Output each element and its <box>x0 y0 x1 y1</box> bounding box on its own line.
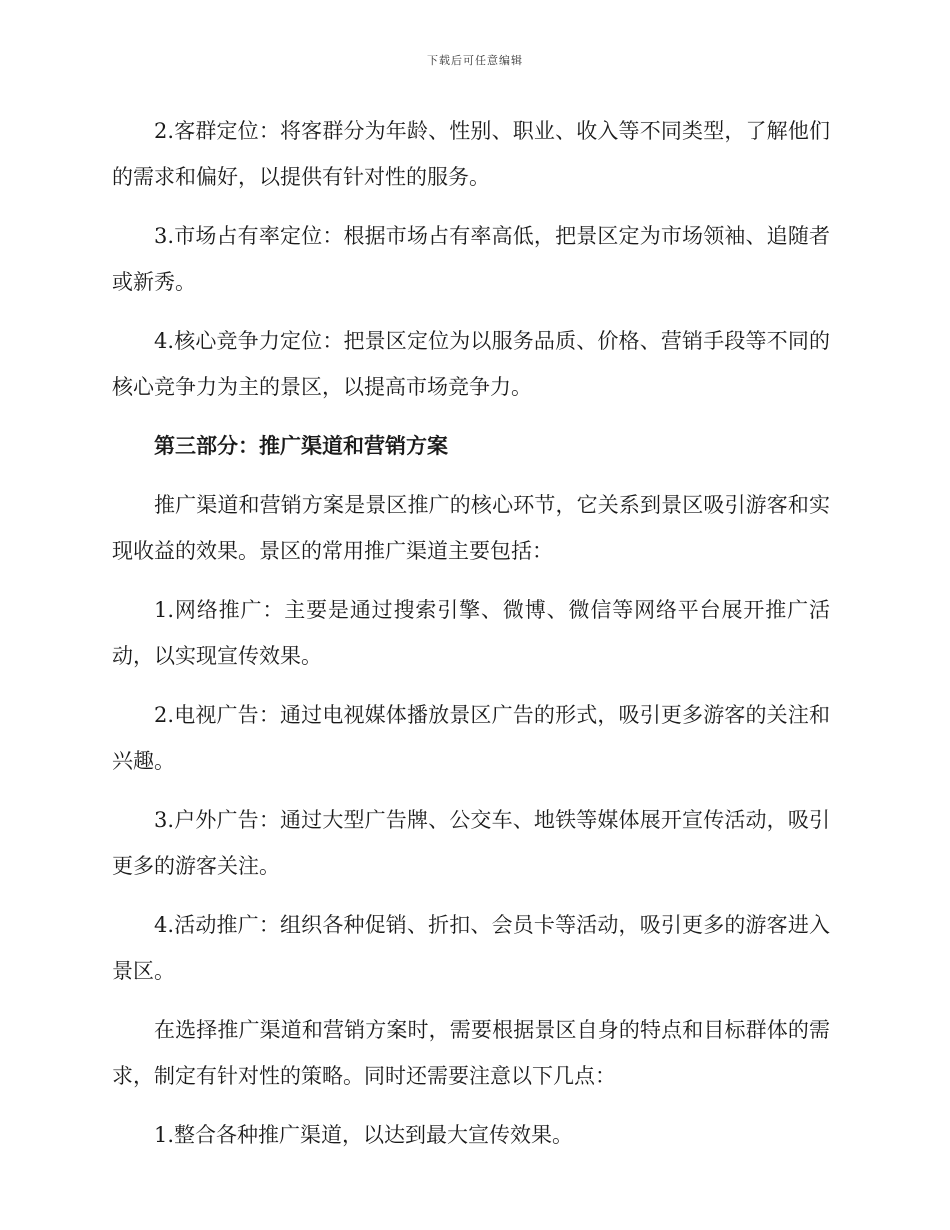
document-body <box>112 108 830 1171</box>
paragraph-customer-positioning: 2.客群定位：将客群分为年龄、性别、职业、收入等不同类型，了解他们的需求和偏好，以提供有针对性的服务。 <box>112 119 830 189</box>
paragraph-integrate-channels: 1.整合各种推广渠道，以达到最大宣传效果。 <box>154 1123 574 1147</box>
paragraph-tv-advertising: 2.电视广告：通过电视媒体播放景区广告的形式，吸引更多游客的关注和兴趣。 <box>112 703 830 773</box>
section-heading-part-three: 第三部分：推广渠道和营销方案 <box>154 433 448 458</box>
paragraph-core-competitiveness-positioning: 4.核心竞争力定位：把景区定位为以服务品质、价格、营销手段等不同的核心竞争力为主的景区，以提高市场竞争力。 <box>112 329 830 399</box>
paragraph-online-promotion: 1.网络推广：主要是通过搜索引擎、微博、微信等网络平台展开推广活动，以实现宣传效果。 <box>112 598 830 668</box>
paragraph-strategy-selection: 在选择推广渠道和营销方案时，需要根据景区自身的特点和目标群体的需求，制定有针对性的策略。同时还需要注意以下几点： <box>112 1018 830 1088</box>
paragraph-market-share-positioning: 3.市场占有率定位：根据市场占有率高低，把景区定为市场领袖、追随者或新秀。 <box>112 224 830 294</box>
paragraph-promotion-intro: 推广渠道和营销方案是景区推广的核心环节，它关系到景区吸引游客和实现收益的效果。景区的常用推广渠道主要包括： <box>112 493 830 563</box>
paragraph-event-promotion: 4.活动推广：组织各种促销、折扣、会员卡等活动，吸引更多的游客进入景区。 <box>112 913 830 983</box>
paragraph-outdoor-advertising: 3.户外广告：通过大型广告牌、公交车、地铁等媒体展开宣传活动，吸引更多的游客关注。 <box>112 808 830 878</box>
page-header: 下载后可任意编辑 <box>427 54 523 67</box>
